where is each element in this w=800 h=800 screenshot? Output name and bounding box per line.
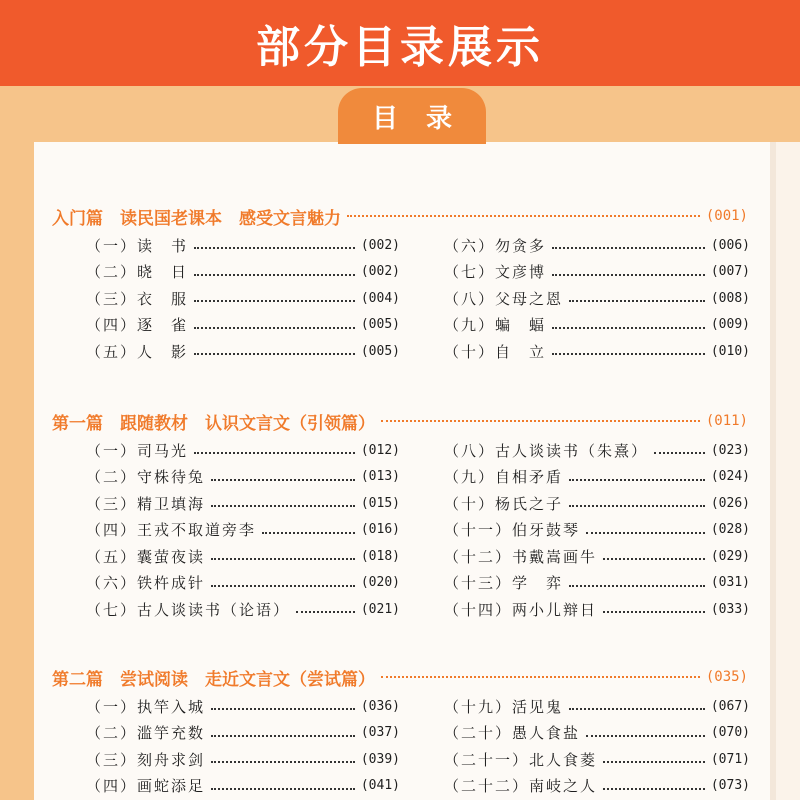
entry-title: （三）精卫填海 [86, 494, 206, 513]
entry-title: （二十二）南岐之人 [444, 777, 598, 795]
toc-entry [444, 312, 750, 338]
toc-entry [444, 596, 750, 622]
entry-page-number: (005) [360, 317, 400, 332]
entry-page-number: (033) [710, 601, 750, 617]
entry-page-number: (039) [360, 751, 400, 767]
toc-entry [444, 517, 750, 543]
entry-title: （一）司马光 [86, 441, 189, 460]
toc-entry [86, 596, 400, 622]
leader-dots [211, 761, 355, 763]
section-page-number: (011) [705, 413, 748, 429]
entry-page-number: (006) [710, 237, 750, 253]
entry-title: （八）古人谈读书（朱熹） [444, 441, 649, 460]
entry-title: （四）逐 雀 [86, 316, 189, 334]
toc-entry [444, 570, 750, 596]
entry-page-number: (036) [360, 698, 400, 714]
leader-dots [552, 247, 705, 249]
toc-entry [444, 437, 750, 463]
toc-entry [86, 693, 400, 719]
leader-dots [194, 452, 355, 454]
entry-title: （一）执竿入城 [86, 697, 206, 716]
toc-tab-label: 目录 [371, 103, 480, 134]
leader-dots [603, 788, 705, 790]
leader-dots [211, 585, 355, 587]
leader-dots [381, 676, 700, 678]
leader-dots [211, 558, 355, 560]
leader-dots [569, 479, 705, 481]
entry-page-number: (012) [360, 442, 400, 458]
leader-dots [569, 505, 705, 507]
entry-title: （六）铁杵成针 [86, 574, 206, 592]
entry-title: （一）读 书 [86, 236, 189, 255]
toc-entry [86, 312, 400, 338]
toc-entry [444, 746, 750, 772]
leader-dots [569, 300, 705, 302]
entry-page-number: (002) [360, 264, 400, 279]
entry-page-number: (028) [710, 522, 750, 537]
entry-page-number: (041) [360, 778, 400, 793]
entry-page-number: (004) [360, 290, 400, 306]
entry-page-number: (037) [360, 725, 400, 740]
leader-dots [211, 788, 355, 790]
leader-dots [569, 708, 705, 710]
header-banner [0, 0, 800, 86]
entry-page-number: (023) [710, 442, 750, 458]
entry-title: （十）自 立 [444, 342, 547, 361]
toc-entry [86, 570, 400, 596]
leader-dots [211, 735, 355, 737]
toc-entry [86, 437, 400, 463]
entry-page-number: (020) [360, 575, 400, 590]
entry-page-number: (024) [710, 469, 750, 484]
leader-dots [603, 611, 705, 613]
section-page-number: (035) [705, 669, 748, 685]
toc-entry [444, 773, 750, 799]
entry-title: （七）文彦博 [444, 263, 547, 281]
leader-dots [211, 708, 355, 710]
entry-page-number: (021) [360, 601, 400, 617]
toc-entry [444, 543, 750, 569]
leader-dots [211, 505, 355, 507]
toc-entry [86, 773, 400, 799]
toc-entry [86, 338, 400, 364]
leader-dots [603, 761, 705, 763]
entry-title: （五）囊萤夜读 [86, 547, 206, 566]
entry-page-number: (015) [360, 495, 400, 511]
toc-entry [86, 259, 400, 285]
entry-page-number: (010) [710, 343, 750, 359]
entry-title: （四）画蛇添足 [86, 777, 206, 795]
section-title-text: 第二篇 尝试阅读 走近文言文（尝试篇） [52, 669, 375, 690]
leader-dots [194, 353, 355, 355]
entry-title: （十二）书戴嵩画牛 [444, 547, 598, 566]
toc-entry [86, 490, 400, 516]
entry-title: （十）杨氏之子 [444, 494, 564, 513]
toc-entry [86, 285, 400, 311]
toc-entry [86, 746, 400, 772]
leader-dots [586, 532, 705, 534]
entry-page-number: (070) [710, 725, 750, 740]
entry-page-number: (029) [710, 548, 750, 564]
entry-page-number: (073) [710, 778, 750, 793]
entry-title: （十四）两小儿辩日 [444, 600, 598, 619]
entry-page-number: (067) [710, 698, 750, 714]
toc-entry [444, 490, 750, 516]
entry-title: （六）勿贪多 [444, 236, 547, 255]
section-title-text: 入门篇 读民国老课本 感受文言魅力 [52, 208, 341, 229]
section-title-text: 第一篇 跟随教材 认识文言文（引领篇） [52, 413, 375, 434]
entry-page-number: (009) [710, 317, 750, 332]
section-heading [52, 664, 748, 690]
toc-tab [338, 88, 486, 144]
toc-entry [444, 720, 750, 746]
toc-entry [444, 285, 750, 311]
entry-page-number: (007) [710, 264, 750, 279]
toc-entry [86, 232, 400, 258]
entry-title: （四）王戎不取道旁李 [86, 521, 257, 539]
toc-entry [86, 720, 400, 746]
toc-entry [444, 693, 750, 719]
entry-title: （十一）伯牙鼓琴 [444, 521, 581, 539]
leader-dots [194, 327, 355, 329]
entry-title: （十九）活见鬼 [444, 697, 564, 716]
banner-title: 部分目录展示 [256, 22, 544, 73]
toc-entry [444, 338, 750, 364]
leader-dots [296, 611, 355, 613]
leader-dots [552, 353, 705, 355]
leader-dots [194, 247, 355, 249]
entry-title: （二）守株待兔 [86, 468, 206, 486]
entry-title: （二）晓 日 [86, 263, 189, 281]
entry-page-number: (018) [360, 548, 400, 564]
toc-entry [444, 259, 750, 285]
entry-page-number: (031) [710, 575, 750, 590]
leader-dots [381, 420, 700, 422]
entry-title: （五）人 影 [86, 342, 189, 361]
leader-dots [569, 585, 705, 587]
leader-dots [586, 735, 705, 737]
entry-page-number: (002) [360, 237, 400, 253]
entry-title: （七）古人谈读书（论语） [86, 600, 291, 619]
leader-dots [552, 274, 705, 276]
entry-title: （十三）学 弈 [444, 574, 564, 592]
section-heading [52, 408, 748, 434]
entry-title: （九）蝙 蝠 [444, 316, 547, 334]
entry-title: （九）自相矛盾 [444, 468, 564, 486]
leader-dots [194, 300, 355, 302]
entry-page-number: (008) [710, 290, 750, 306]
toc-entry [444, 232, 750, 258]
toc-entry [86, 543, 400, 569]
entry-title: （八）父母之恩 [444, 289, 564, 308]
toc-entry [86, 464, 400, 490]
toc-entry [86, 517, 400, 543]
entry-title: （三）衣 服 [86, 289, 189, 308]
section-page-number: (001) [705, 208, 748, 224]
entry-page-number: (071) [710, 751, 750, 767]
entry-title: （二十）愚人食盐 [444, 724, 581, 742]
entry-title: （二十一）北人食菱 [444, 750, 598, 769]
entry-page-number: (026) [710, 495, 750, 511]
entry-page-number: (013) [360, 469, 400, 484]
entry-page-number: (016) [360, 522, 400, 537]
section-heading [52, 203, 748, 229]
entry-page-number: (005) [360, 343, 400, 359]
leader-dots [603, 558, 705, 560]
leader-dots [347, 215, 700, 217]
leader-dots [194, 274, 355, 276]
toc-entry [444, 464, 750, 490]
leader-dots [654, 452, 705, 454]
entry-title: （三）刻舟求剑 [86, 750, 206, 769]
leader-dots [211, 479, 355, 481]
leader-dots [262, 532, 355, 534]
leader-dots [552, 327, 705, 329]
entry-title: （二）滥竽充数 [86, 724, 206, 742]
